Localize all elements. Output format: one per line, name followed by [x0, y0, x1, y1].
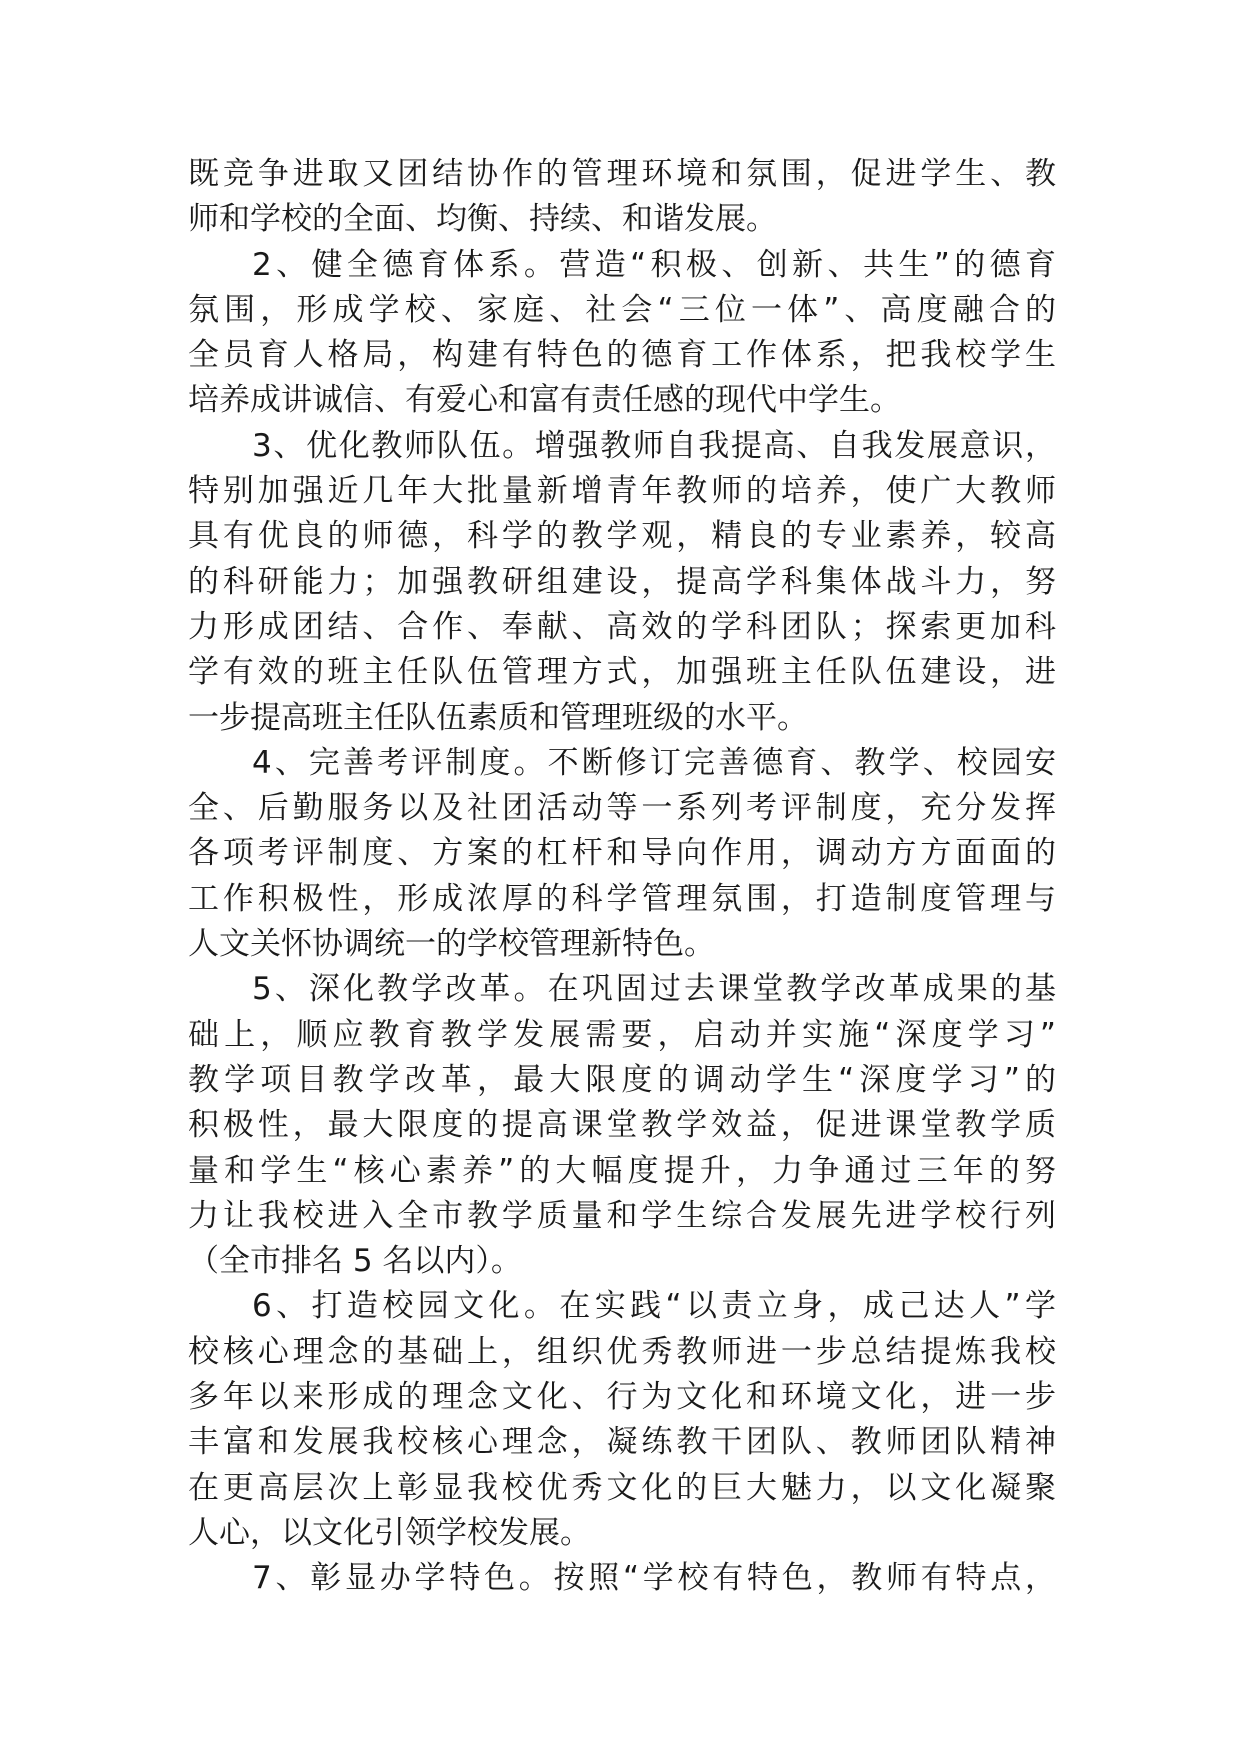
text-line: 力让我校进入全市教学质量和学生综合发展先进学校行列	[188, 1197, 1056, 1234]
text-line: 教学项目教学改革，最大限度的调动学生“深度学习”的	[188, 1061, 1056, 1098]
text-line: 多年以来形成的理念文化、行为文化和环境文化，进一步	[188, 1379, 1056, 1416]
text-line: 既竞争进取又团结协作的管理环境和氛围，促进学生、教	[188, 156, 1056, 192]
text-line: 积极性，最大限度的提高课堂教学效益，促进课堂教学质	[188, 1107, 1056, 1144]
text-line: （全市排名 5 名以内）。	[188, 1243, 522, 1280]
text-line: 4、完善考评制度。不断修订完善德育、教学、校园安	[252, 744, 1056, 781]
text-line: 人心，以文化引领学校发展。	[188, 1514, 591, 1551]
text-line: 6、打造校园文化。在实践“以责立身，成己达人”学	[252, 1288, 1056, 1325]
text-line: 人文关怀协调统一的学校管理新特色。	[188, 926, 715, 963]
text-line: 2、健全德育体系。营造“积极、创新、共生”的德育	[252, 246, 1056, 283]
text-line: 学有效的班主任队伍管理方式，加强班主任队伍建设，进	[188, 654, 1056, 691]
text-line: 全员育人格局，构建有特色的德育工作体系，把我校学生	[188, 337, 1056, 374]
text-line: 的科研能力；加强教研组建设，提高学科集体战斗力，努	[188, 563, 1056, 600]
text-line: 各项考评制度、方案的杠杆和导向作用，调动方方面面的	[188, 835, 1056, 872]
text-line: 特别加强近几年大批量新增青年教师的培养，使广大教师	[188, 473, 1056, 510]
text-line: 培养成讲诚信、有爱心和富有责任感的现代中学生。	[188, 382, 901, 419]
text-line: 师和学校的全面、均衡、持续、和谐发展。	[188, 201, 777, 238]
text-line: 在更高层次上彰显我校优秀文化的巨大魅力，以文化凝聚	[188, 1469, 1056, 1506]
text-line: 全、后勤服务以及社团活动等一系列考评制度，充分发挥	[188, 790, 1056, 827]
text-line: 3、优化教师队伍。增强教师自我提高、自我发展意识，	[252, 427, 1056, 464]
text-line: 工作积极性，形成浓厚的科学管理氛围，打造制度管理与	[188, 880, 1056, 917]
text-line: 丰富和发展我校核心理念，凝练教干团队、教师团队精神	[188, 1424, 1056, 1461]
text-line: 一步提高班主任队伍素质和管理班级的水平。	[188, 699, 808, 736]
text-line: 量和学生“核心素养”的大幅度提升，力争通过三年的努	[188, 1152, 1056, 1189]
text-line: 5、深化教学改革。在巩固过去课堂教学改革成果的基	[252, 971, 1056, 1008]
text-line: 础上，顺应教育教学发展需要，启动并实施“深度学习”	[188, 1016, 1056, 1053]
text-line: 校核心理念的基础上，组织优秀教师进一步总结提炼我校	[188, 1333, 1056, 1370]
body-text	[188, 152, 1056, 1602]
text-line: 7、彰显办学特色。按照“学校有特色，教师有特点，	[252, 1560, 1056, 1597]
text-line: 具有优良的师德，科学的教学观，精良的专业素养，较高	[188, 518, 1056, 555]
text-line: 力形成团结、合作、奉献、高效的学科团队；探索更加科	[188, 608, 1056, 645]
text-line: 氛围，形成学校、家庭、社会“三位一体”、高度融合的	[188, 291, 1056, 328]
